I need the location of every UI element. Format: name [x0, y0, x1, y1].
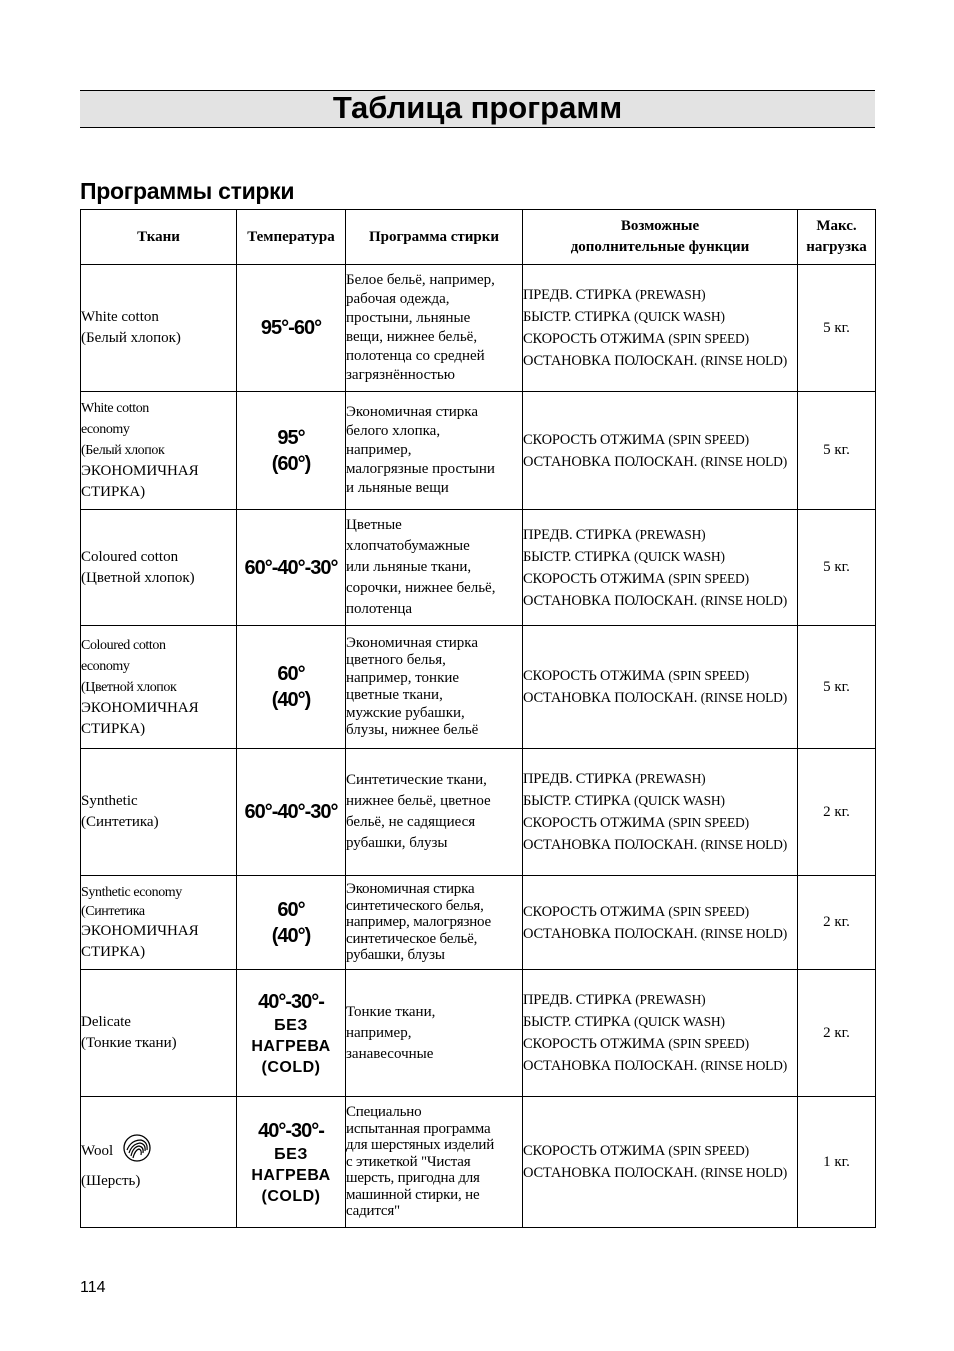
option-spin-speed	[523, 328, 797, 350]
option-rinse-hold	[523, 687, 797, 709]
table-row	[81, 392, 876, 510]
options-cell	[523, 749, 798, 876]
option-rinse-hold	[523, 1162, 797, 1184]
description-line: например,	[346, 442, 412, 458]
table-row	[81, 970, 876, 1097]
load-cell: 5 кг.	[798, 626, 876, 749]
description-line: испытанная программа	[346, 1120, 491, 1137]
description-line: Синтетические ткани,	[346, 772, 487, 788]
description-cell	[346, 265, 523, 392]
temperature-cell	[237, 265, 346, 392]
options-cell	[523, 626, 798, 749]
fabric-cell	[81, 265, 237, 392]
option-rinse-hold	[523, 350, 797, 372]
fabric-name: economy	[81, 658, 130, 674]
option-en: (SPIN SPEED)	[668, 1143, 749, 1158]
description-line: рубашки, блузы	[346, 835, 448, 851]
load-cell: 2 кг.	[798, 876, 876, 970]
option-prewash	[523, 284, 797, 306]
option-ru: СКОРОСТЬ ОТЖИМА	[523, 815, 665, 831]
description-line: например, тонкие	[346, 669, 460, 686]
option-ru: ПРЕДВ. СТИРКА	[523, 287, 632, 303]
description-line: с этикеткой "Чистая	[346, 1153, 471, 1170]
temperature-cell	[237, 626, 346, 749]
temperature-note: НАГРЕВА	[251, 1037, 331, 1055]
temperature-cell	[237, 970, 346, 1097]
option-ru: ОСТАНОВКА ПОЛОСКАН.	[523, 1165, 698, 1181]
option-en: (SPIN SPEED)	[668, 570, 749, 586]
option-spin-speed	[523, 568, 797, 590]
description-line: блузы, нижнее бельё	[346, 722, 479, 738]
option-ru: ОСТАНОВКА ПОЛОСКАН.	[523, 453, 698, 470]
description-line: бельё, не садящиеся	[346, 814, 476, 830]
fabric-name: economy	[81, 422, 130, 437]
option-spin-speed	[523, 812, 797, 834]
option-ru: ПРЕДВ. СТИРКА	[523, 771, 632, 787]
option-rinse-hold	[523, 451, 797, 473]
options-cell	[523, 970, 798, 1097]
fabric-name-ru: ЭКОНОМИЧНАЯ	[81, 699, 199, 716]
fabric-name: Coloured cotton	[81, 637, 166, 653]
option-en: (RINSE HOLD)	[700, 592, 788, 608]
temperature-value: (40°)	[271, 689, 311, 711]
option-en: (SPIN SPEED)	[668, 431, 749, 447]
option-en: (PREWASH)	[635, 526, 706, 542]
options-cell	[523, 876, 798, 970]
option-quick-wash	[523, 546, 797, 568]
temperature-value: 60°	[277, 663, 305, 685]
option-ru: ОСТАНОВКА ПОЛОСКАН.	[523, 925, 698, 942]
option-prewash	[523, 524, 797, 546]
description-line: загрязнённостью	[346, 367, 455, 383]
program-table	[80, 209, 876, 1228]
description-cell	[346, 392, 523, 510]
fabric-name-ru: (Белый хлопок	[81, 443, 165, 458]
fabric-name-ru: СТИРКА)	[81, 720, 146, 737]
load-cell: 5 кг.	[798, 265, 876, 392]
options-cell	[523, 265, 798, 392]
fabric-name-ru: СТИРКА)	[81, 943, 146, 960]
fabric-name-ru: (Синтетика	[81, 903, 145, 919]
description-line: полотенца	[346, 601, 413, 617]
temperature-note: (COLD)	[261, 1187, 321, 1205]
header-options-line1: Возможные	[620, 218, 700, 234]
page-title: Таблица программ	[80, 90, 875, 128]
option-en: (QUICK WASH)	[634, 1014, 725, 1029]
option-quick-wash	[523, 790, 797, 812]
temperature-value: 95°-60°	[260, 317, 322, 339]
option-ru: ПРЕДВ. СТИРКА	[523, 526, 632, 543]
fabric-name: White cotton	[81, 401, 149, 416]
description-line: простыни, льняные	[346, 310, 471, 326]
description-line: и льняные вещи	[346, 480, 449, 496]
description-cell	[346, 510, 523, 626]
description-line: мужские рубашки,	[346, 704, 465, 721]
description-line: или льняные ткани,	[346, 559, 472, 575]
option-spin-speed	[523, 429, 797, 451]
fabric-name-ru: (Цветной хлопок	[81, 679, 177, 695]
option-ru: СКОРОСТЬ ОТЖИМА	[523, 668, 665, 684]
option-rinse-hold	[523, 923, 797, 945]
option-ru: ПРЕДВ. СТИРКА	[523, 992, 632, 1008]
load-cell: 2 кг.	[798, 749, 876, 876]
fabric-name: Wool	[81, 1142, 114, 1159]
fabric-name-ru: (Синтетика)	[81, 814, 159, 830]
option-spin-speed	[523, 1033, 797, 1055]
page-number: 114	[80, 1279, 106, 1296]
header-load-line2: нагрузка	[806, 239, 867, 255]
fabric-name-ru: (Тонкие ткани)	[81, 1035, 177, 1051]
options-cell	[523, 1097, 798, 1228]
option-ru: СКОРОСТЬ ОТЖИМА	[523, 903, 665, 920]
description-line: Цветные	[346, 517, 402, 533]
description-line: например,	[346, 1024, 412, 1041]
load-cell: 2 кг.	[798, 970, 876, 1097]
option-ru: БЫСТР. СТИРКА	[523, 793, 631, 809]
fabric-name: Coloured cotton	[81, 548, 179, 565]
description-line: синтетическое бельё,	[346, 930, 478, 947]
header-temperature: Температура	[237, 210, 346, 265]
load-cell: 5 кг.	[798, 510, 876, 626]
fabric-name-ru: СТИРКА)	[81, 484, 146, 500]
temperature-cell	[237, 876, 346, 970]
option-spin-speed	[523, 1140, 797, 1162]
temperature-note: (COLD)	[261, 1058, 321, 1076]
description-line: хлопчатобумажные	[346, 538, 470, 554]
option-en: (RINSE HOLD)	[700, 453, 788, 469]
header-options	[523, 210, 798, 265]
description-cell	[346, 1097, 523, 1228]
section-title: Программы стирки	[80, 178, 295, 204]
temperature-cell	[237, 510, 346, 626]
fabric-name: Synthetic	[81, 793, 138, 809]
table-row	[81, 265, 876, 392]
temperature-note: НАГРЕВА	[251, 1166, 331, 1184]
temperature-value: 95°	[277, 426, 305, 449]
option-prewash	[523, 989, 797, 1011]
load-cell: 1 кг.	[798, 1097, 876, 1228]
option-en: (RINSE HOLD)	[700, 690, 788, 705]
option-ru: СКОРОСТЬ ОТЖИМА	[523, 570, 665, 587]
option-en: (SPIN SPEED)	[668, 903, 749, 919]
table-row	[81, 876, 876, 970]
fabric-name-with-icon	[81, 1132, 236, 1171]
temperature-value: (40°)	[271, 924, 311, 947]
header-fabric: Ткани	[81, 210, 237, 265]
temperature-value: 60°	[277, 898, 305, 921]
option-ru: СКОРОСТЬ ОТЖИМА	[523, 431, 665, 448]
description-line: Специально	[346, 1104, 422, 1121]
fabric-name-ru: ЭКОНОМИЧНАЯ	[81, 463, 199, 479]
header-row	[81, 210, 876, 265]
wool-symbol-icon	[121, 1132, 153, 1171]
header-program: Программа стирки	[346, 210, 523, 265]
option-quick-wash	[523, 306, 797, 328]
option-spin-speed	[523, 901, 797, 923]
description-line: Экономичная стирка	[346, 881, 475, 898]
fabric-name: White cotton	[81, 309, 159, 325]
fabric-name-ru: (Белый хлопок)	[81, 330, 181, 346]
temperature-value: 60°-40°-30°	[244, 801, 338, 823]
description-line: рубашки, блузы	[346, 947, 445, 964]
description-line: Экономичная стирка	[346, 634, 479, 651]
fabric-name-ru: (Шерсть)	[81, 1173, 141, 1189]
fabric-cell	[81, 749, 237, 876]
header-load-line1: Макс.	[816, 218, 857, 234]
option-en: (RINSE HOLD)	[700, 353, 788, 368]
fabric-cell	[81, 510, 237, 626]
temperature-value: 40°-30°-	[258, 990, 324, 1013]
table-row	[81, 510, 876, 626]
description-line: например, малогрязное	[346, 914, 492, 931]
description-line: полотенца со средней	[346, 348, 485, 364]
option-spin-speed	[523, 665, 797, 687]
description-line: белого хлопка,	[346, 423, 441, 439]
description-line: нижнее бельё, цветное	[346, 793, 491, 809]
temperature-value: (60°)	[271, 452, 311, 475]
option-en: (QUICK WASH)	[634, 309, 725, 324]
options-cell	[523, 510, 798, 626]
temperature-note: БЕЗ	[274, 1016, 308, 1034]
option-ru: ОСТАНОВКА ПОЛОСКАН.	[523, 837, 698, 853]
fabric-name-ru: ЭКОНОМИЧНАЯ	[81, 922, 199, 939]
description-line: цветного белья,	[346, 652, 446, 668]
option-en: (RINSE HOLD)	[700, 1058, 788, 1073]
description-line: вещи, нижнее бельё,	[346, 329, 478, 345]
option-rinse-hold	[523, 590, 797, 612]
table-row	[81, 1097, 876, 1228]
temperature-note: БЕЗ	[274, 1145, 308, 1163]
fabric-name: Delicate	[81, 1014, 131, 1030]
temperature-value: 60°-40°-30°	[244, 556, 338, 579]
description-line: занавесочные	[346, 1045, 434, 1062]
description-line: цветные ткани,	[346, 687, 443, 703]
option-en: (RINSE HOLD)	[700, 1165, 788, 1180]
option-en: (SPIN SPEED)	[668, 668, 749, 683]
option-ru: БЫСТР. СТИРКА	[523, 548, 631, 565]
option-ru: БЫСТР. СТИРКА	[523, 309, 631, 325]
option-ru: СКОРОСТЬ ОТЖИМА	[523, 1143, 665, 1159]
option-en: (QUICK WASH)	[634, 793, 725, 808]
option-en: (SPIN SPEED)	[668, 815, 749, 830]
description-cell	[346, 749, 523, 876]
fabric-name-ru: (Цветной хлопок)	[81, 569, 195, 586]
table-row	[81, 626, 876, 749]
description-line: Белое бельё, например,	[346, 272, 495, 288]
header-options-line2: дополнительные функции	[570, 239, 750, 255]
fabric-cell	[81, 1097, 237, 1228]
option-ru: ОСТАНОВКА ПОЛОСКАН.	[523, 592, 698, 609]
load-cell: 5 кг.	[798, 392, 876, 510]
fabric-cell	[81, 392, 237, 510]
description-line: синтетического белья,	[346, 897, 484, 914]
description-cell	[346, 876, 523, 970]
option-ru: ОСТАНОВКА ПОЛОСКАН.	[523, 690, 698, 706]
description-cell	[346, 626, 523, 749]
option-ru: ОСТАНОВКА ПОЛОСКАН.	[523, 353, 698, 369]
description-line: машинной стирки, не	[346, 1186, 480, 1203]
option-en: (RINSE HOLD)	[700, 925, 788, 941]
description-line: рабочая одежда,	[346, 291, 450, 307]
description-cell	[346, 970, 523, 1097]
option-en: (PREWASH)	[635, 992, 706, 1007]
option-ru: БЫСТР. СТИРКА	[523, 1014, 631, 1030]
temperature-cell	[237, 392, 346, 510]
option-en: (PREWASH)	[635, 771, 706, 786]
option-ru: СКОРОСТЬ ОТЖИМА	[523, 331, 665, 347]
description-line: садится"	[346, 1203, 400, 1220]
fabric-cell	[81, 626, 237, 749]
fabric-cell	[81, 970, 237, 1097]
option-en: (RINSE HOLD)	[700, 837, 788, 852]
fabric-name: Synthetic economy	[81, 884, 182, 900]
temperature-cell	[237, 1097, 346, 1228]
option-rinse-hold	[523, 834, 797, 856]
description-line: Тонкие ткани,	[346, 1003, 436, 1020]
option-en: (QUICK WASH)	[634, 548, 725, 564]
header-load	[798, 210, 876, 265]
description-line: сорочки, нижнее бельё,	[346, 580, 496, 596]
description-line: шерсть, пригодна для	[346, 1170, 480, 1187]
fabric-cell	[81, 876, 237, 970]
description-line: малогрязные простыни	[346, 461, 495, 477]
option-ru: СКОРОСТЬ ОТЖИМА	[523, 1036, 665, 1052]
option-en: (SPIN SPEED)	[668, 1036, 749, 1051]
description-line: для шерстяных изделий	[346, 1137, 495, 1154]
temperature-cell	[237, 749, 346, 876]
table-row	[81, 749, 876, 876]
option-prewash	[523, 768, 797, 790]
description-line: Экономичная стирка	[346, 404, 479, 420]
option-en: (SPIN SPEED)	[668, 331, 749, 346]
option-rinse-hold	[523, 1055, 797, 1077]
option-quick-wash	[523, 1011, 797, 1033]
option-ru: ОСТАНОВКА ПОЛОСКАН.	[523, 1058, 698, 1074]
options-cell	[523, 392, 798, 510]
temperature-value: 40°-30°-	[258, 1119, 324, 1142]
option-en: (PREWASH)	[635, 287, 706, 302]
